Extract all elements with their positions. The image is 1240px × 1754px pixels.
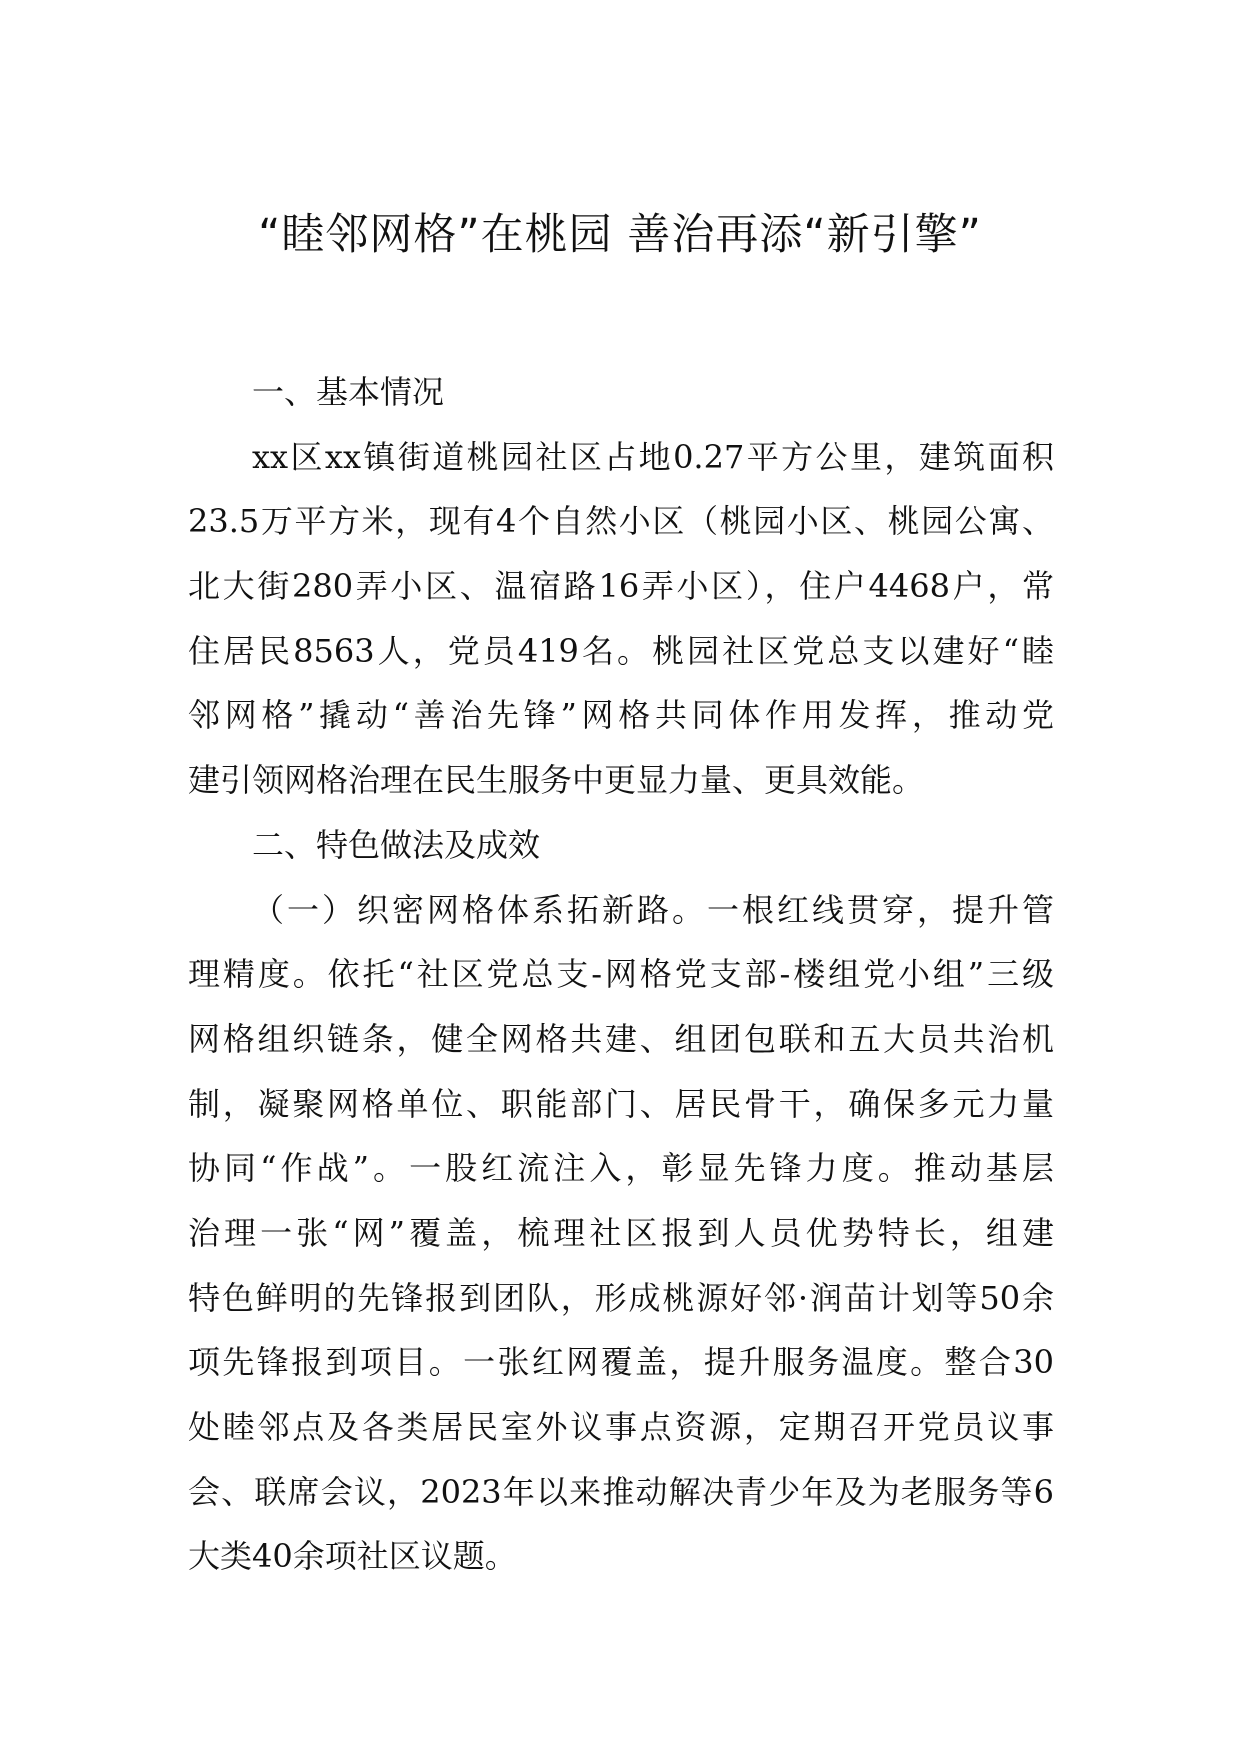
document-body [188, 360, 1054, 1589]
paragraph-line: 协同“作战”。一股红流注入，彰显先锋力度。推动基层 [188, 1149, 1054, 1188]
paragraph-line: 特色鲜明的先锋报到团队，形成桃源好邻·润苗计划等50余 [188, 1278, 1054, 1317]
paragraph-line: 项先锋报到项目。一张红网覆盖，提升服务温度。整合30 [188, 1343, 1054, 1382]
paragraph-line: 大类40余项社区议题。 [188, 1537, 517, 1576]
paragraph-line: 北大街280弄小区、温宿路16弄小区），住户4468户，常 [188, 567, 1054, 606]
paragraph-line: 住居民8563人，党员419名。桃园社区党总支以建好“睦 [188, 631, 1054, 670]
paragraph-line: 治理一张“网”覆盖，梳理社区报到人员优势特长，组建 [188, 1213, 1054, 1252]
document-title: “睦邻网格”在桃园 善治再添“新引擎” [258, 210, 982, 260]
paragraph-line: 邻网格”撬动“善治先锋”网格共同体作用发挥，推动党 [188, 696, 1054, 735]
section-heading-practices: 二、特色做法及成效 [252, 825, 541, 864]
paragraph-line: 建引领网格治理在民生服务中更显力量、更具效能。 [188, 761, 925, 800]
paragraph-line: （一）织密网格体系拓新路。一根红线贯穿，提升管 [252, 890, 1054, 929]
paragraph-line: 理精度。依托“社区党总支-网格党支部-楼组党小组”三级 [188, 955, 1054, 994]
paragraph-line: xx区xx镇街道桃园社区占地0.27平方公里，建筑面积 [252, 437, 1054, 476]
section-heading-basic-info: 一、基本情况 [252, 373, 445, 411]
paragraph-line: 处睦邻点及各类居民室外议事点资源，定期召开党员议事 [188, 1408, 1054, 1446]
paragraph-line: 网格组织链条，健全网格共建、组团包联和五大员共治机 [188, 1019, 1054, 1058]
paragraph-line: 23.5万平方米，现有4个自然小区（桃园小区、桃园公寓、 [188, 502, 1054, 541]
paragraph-line: 制，凝聚网格单位、职能部门、居民骨干，确保多元力量 [188, 1084, 1054, 1123]
paragraph-line: 会、联席会议，2023年以来推动解决青少年及为老服务等6 [188, 1472, 1054, 1511]
